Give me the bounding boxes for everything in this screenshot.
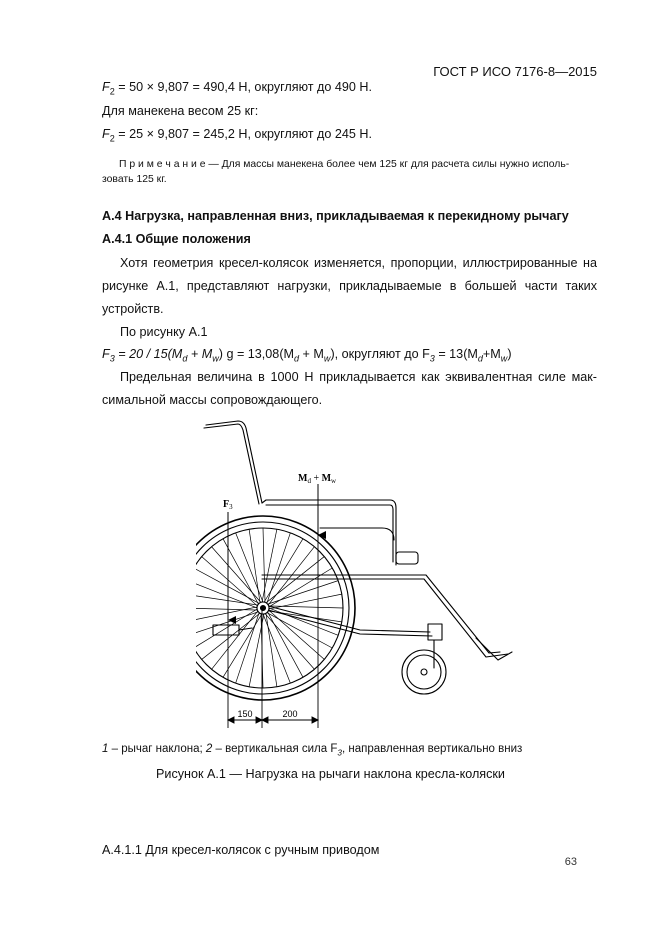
legend-text-1: – рычаг наклона; bbox=[108, 743, 206, 755]
force-label: $F_3$ bbox=[223, 499, 233, 511]
formula-sub: 3 bbox=[429, 353, 435, 364]
section-a4-title: А.4 Нагрузка, направленная вниз, прикладываемая к перекидному рычагу bbox=[102, 209, 569, 223]
wheel-spoke bbox=[265, 581, 338, 605]
formula-sub: w bbox=[500, 353, 508, 364]
wheel-spoke bbox=[267, 547, 315, 607]
note-line-1 bbox=[119, 159, 569, 170]
para2-line-1: Предельная величина в 1000 Н прикладывается как эквивалентная силе мак- bbox=[120, 370, 597, 384]
note-text-1: — Для массы манекена более чем 125 кг для расчета силы нужно исполь- bbox=[205, 159, 570, 170]
wheel-spoke bbox=[202, 612, 262, 660]
push-handle-inner bbox=[204, 424, 259, 504]
formula-sub: d bbox=[294, 353, 300, 364]
para1-line-3: устройств. bbox=[102, 302, 164, 316]
formula-f2-50 bbox=[102, 80, 372, 97]
wheel-spoke bbox=[202, 557, 259, 608]
wheel-spoke bbox=[267, 610, 303, 677]
wheel-spoke bbox=[236, 533, 264, 604]
dim-arrow-right-a bbox=[262, 717, 268, 723]
formula-sub: 2 bbox=[109, 133, 115, 144]
legend-sub: 3 bbox=[337, 748, 342, 758]
cross-brace-inner bbox=[268, 610, 432, 636]
mannequin-25-line: Для манекена весом 25 кг: bbox=[102, 104, 259, 118]
per-figure-line: По рисунку А.1 bbox=[120, 325, 208, 339]
formula-sub: w bbox=[323, 353, 331, 364]
formula-rest: = 50 × 9,807 = 490,4 Н, округляют до 490 Н. bbox=[114, 80, 372, 94]
formula-part: ) bbox=[507, 347, 512, 361]
wheel-spoke bbox=[212, 547, 263, 604]
formula-part: ) g = 13,08(M bbox=[218, 347, 294, 361]
wheel-spoke bbox=[264, 557, 324, 605]
note-line-2: зовать 125 кг. bbox=[102, 174, 167, 185]
caster-wheel-inner bbox=[407, 655, 441, 689]
legend-text-2: – вертикальная сила F bbox=[212, 743, 338, 755]
wheel-spoke bbox=[212, 609, 260, 669]
armrest-pad bbox=[396, 552, 418, 564]
backrest-frame bbox=[262, 500, 396, 565]
formula-rest: = 25 × 9,807 = 245,2 Н, округляют до 245 Н. bbox=[114, 127, 372, 141]
para1-line-2: рисунке А.1, представляют нагрузки, прикладываемые в большей части таких bbox=[102, 279, 597, 293]
legend-num-2: 2 bbox=[205, 743, 213, 755]
footrest bbox=[476, 638, 512, 660]
wheel-spoke bbox=[223, 539, 259, 606]
wheelchair-figure bbox=[196, 414, 586, 734]
mass-label: $M_d + M_w$ bbox=[298, 473, 337, 485]
formula-part: + M bbox=[299, 347, 324, 361]
dim-arrow-right-b bbox=[312, 717, 318, 723]
legend-num-1: 1 bbox=[102, 743, 109, 755]
formula-var: F bbox=[102, 127, 110, 141]
wheel-spoke bbox=[249, 529, 260, 605]
caster-hub bbox=[421, 669, 427, 675]
figure-caption: Рисунок А.1 — Нагрузка на рычаги наклона кресла-коляски bbox=[156, 767, 505, 781]
formula-f2-25 bbox=[102, 127, 372, 144]
page-number: 63 bbox=[564, 856, 577, 868]
formula-sub: d bbox=[477, 353, 483, 364]
legend-text-3: , направленная вертикально вниз bbox=[341, 743, 523, 755]
wheel-spoke bbox=[262, 612, 290, 683]
note-label: П р и м е ч а н и е bbox=[119, 159, 206, 170]
rear-wheel-axle bbox=[261, 606, 266, 611]
wheel-spoke bbox=[265, 612, 332, 648]
para1-line-1: Хотя геометрия кресел-колясок изменяется, пропорции, иллюстрированные на bbox=[120, 256, 597, 270]
wheel-spoke bbox=[266, 611, 277, 687]
formula-sub: d bbox=[182, 353, 188, 364]
formula-part: = 13(M bbox=[434, 347, 478, 361]
formula-part: F bbox=[102, 347, 110, 361]
formula-sub: 3 bbox=[109, 353, 115, 364]
formula-var: F bbox=[102, 80, 110, 94]
para2-line-2: симальной массы сопровождающего. bbox=[102, 393, 323, 407]
wheel-spoke bbox=[236, 610, 260, 683]
wheel-spoke bbox=[267, 609, 324, 660]
seat-cushion bbox=[320, 528, 394, 540]
wheel-spoke bbox=[196, 581, 259, 609]
formula-f3 bbox=[102, 347, 512, 364]
caster-wheel bbox=[402, 650, 446, 694]
subsection-a411: А.4.1.1 Для кресел-колясок с ручным приводом bbox=[102, 843, 380, 857]
wheel-spoke bbox=[266, 533, 290, 606]
formula-sub: w bbox=[212, 353, 219, 364]
formula-part: = 20 / 15(M bbox=[114, 347, 183, 361]
dimension-200-label: 200 bbox=[282, 709, 298, 719]
formula-sub: 2 bbox=[109, 86, 115, 97]
formula-part: + M bbox=[187, 347, 213, 361]
dim-arrow-left-a bbox=[228, 717, 234, 723]
section-a41-title: А.4.1 Общие положения bbox=[102, 232, 251, 246]
figure-legend bbox=[102, 743, 522, 757]
dimension-150-label: 150 bbox=[237, 709, 253, 719]
standard-header: ГОСТ Р ИСО 7176-8—2015 bbox=[433, 64, 597, 79]
formula-part: +M bbox=[482, 347, 501, 361]
formula-part: ), округляют до F bbox=[330, 347, 430, 361]
wheel-spoke bbox=[266, 611, 342, 622]
push-handle bbox=[206, 421, 262, 503]
